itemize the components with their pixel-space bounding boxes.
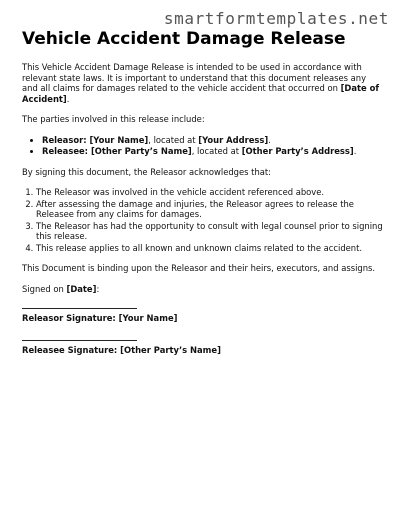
releasor-signature-line xyxy=(22,308,137,309)
party-end: . xyxy=(268,134,271,145)
party-end: . xyxy=(353,146,357,156)
list-item: 4. This release applies to all known and unknown claims related to the accident. xyxy=(36,243,384,254)
releasee-signature-label: Releasee Signature: [Other Party’s Name] xyxy=(22,345,221,355)
located-at-text: , located at xyxy=(148,134,199,145)
intro-text: This Vehicle Accident Damage Release is intended to be used in accordance with relevant state laws. It is important to understand that this document releases any and all claims for damages related to the vehicle accident that occurred on xyxy=(22,62,367,93)
binding-paragraph: This Document is binding upon the Releasor and their heirs, executors, and assigns. xyxy=(22,263,376,273)
list-item: 2. After assessing the damage and injuries, the Releasor agrees to release the Releasee from any claims for damages. xyxy=(36,199,384,220)
releasor-name: Releasor: [Your Name] xyxy=(42,134,149,145)
acknowledgement-list xyxy=(22,187,384,253)
party-item-releasor xyxy=(42,135,384,146)
located-at-text: , located at xyxy=(191,146,242,156)
list-item: 3. The Releasor has had the opportunity to consult with legal counsel prior to signing this release. xyxy=(36,221,384,242)
accident-date-placeholder: [Date of Accident] xyxy=(22,83,380,104)
list-item: 1. The Releasor was involved in the vehicle accident referenced above. xyxy=(36,187,384,198)
signed-on-label: Signed on xyxy=(22,283,67,294)
document-title: Vehicle Accident Damage Release xyxy=(22,29,346,49)
signature-block xyxy=(22,308,384,356)
signed-date-placeholder: [Date] xyxy=(66,283,97,294)
releasee-address: [Other Party’s Address] xyxy=(241,146,354,156)
releasor-signature-label: Releasor Signature: [Your Name] xyxy=(22,313,178,323)
releasee-signature-line xyxy=(22,340,137,341)
releasor-address: [Your Address] xyxy=(198,134,269,145)
parties-intro: The parties involved in this release include: xyxy=(22,114,205,124)
intro-end: . xyxy=(66,93,70,104)
intro-paragraph xyxy=(22,62,384,104)
signed-on-line xyxy=(22,284,384,295)
signed-on-end: : xyxy=(96,283,100,294)
parties-list xyxy=(22,135,384,157)
releasee-name: Releasee: [Other Party’s Name] xyxy=(42,146,192,156)
party-item-releasee xyxy=(42,146,384,157)
document-page xyxy=(22,28,384,372)
acknowledge-intro: By signing this document, the Releasor acknowledges that: xyxy=(22,166,272,177)
watermark: smartformtemplates.net xyxy=(163,9,389,28)
